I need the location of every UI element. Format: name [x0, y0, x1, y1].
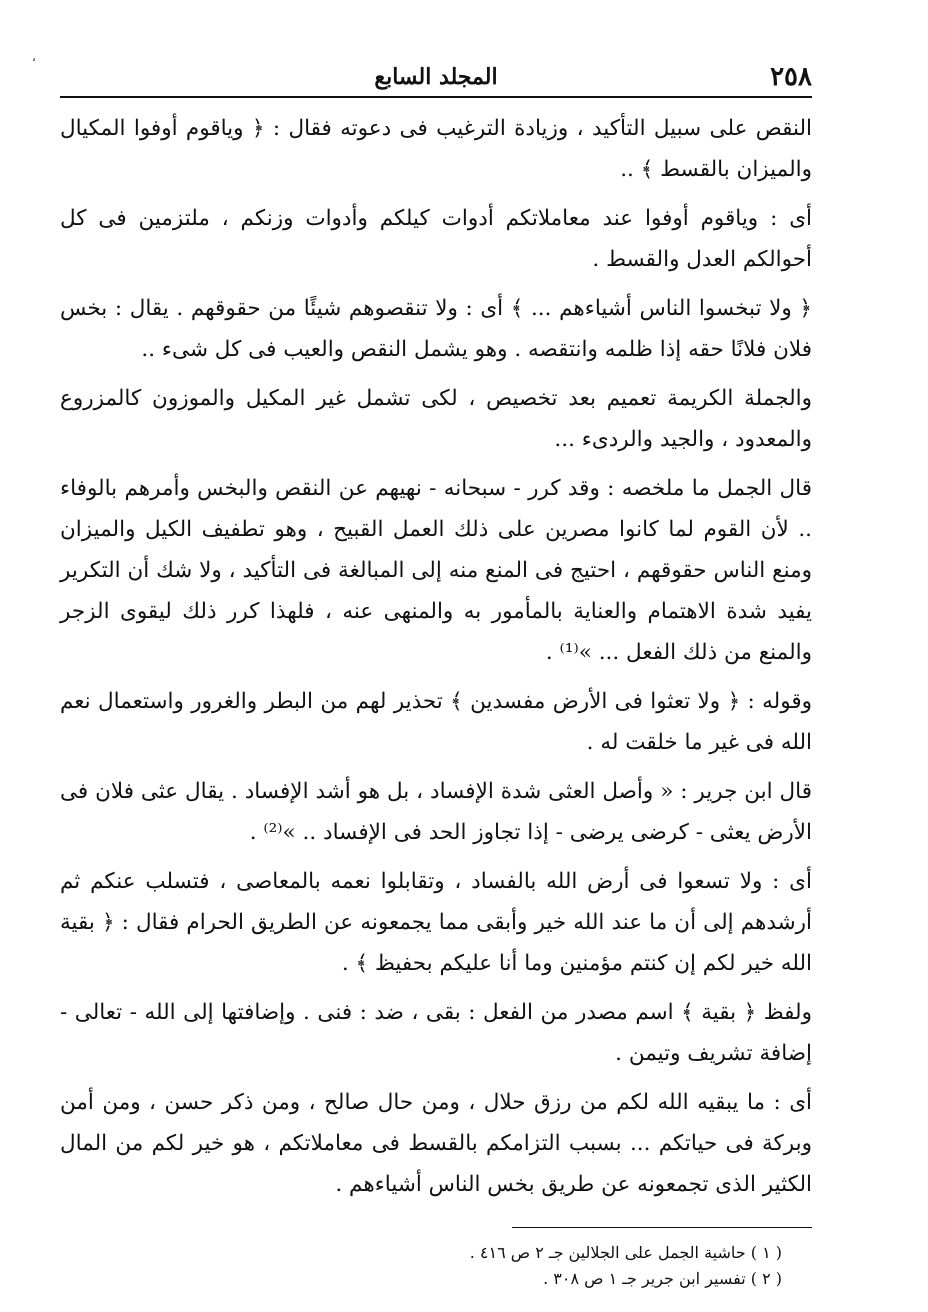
paragraph: ﴿ ولا تبخسوا الناس أشياءهم ... ﴾ أى : ولا تنقصوهم شيئًا من حقوقهم . يقال : بخس فلان فلانًا حقه إذا ظلمه وانتقصه . وهو يشمل النقص والعيب فى كل شىء .. [60, 296, 812, 362]
paragraph: قال ابن جرير : « وأصل العثى شدة الإفساد ، بل هو أشد الإفساد . يقال عثى فلان فى الأرض يعثى - كرضى يرضى - إذا تجاوز الحد فى الإفساد .. »⁽²⁾ . [60, 779, 812, 845]
margin-mark: ، [32, 50, 36, 64]
paragraph: قال الجمل ما ملخصه : وقد كرر - سبحانه - نهيهم عن النقص والبخس وأمرهم بالوفاء .. لأن القوم لما كانوا مصرين على ذلك العمل القبيح ، وهو تطفيف الكيل والميزان ومنع الناس حقوقهم ، احتيج فى المنع منه إلى المبالغة فى التأكيد ، ولا شك أن التكرير يفيد شدة الاهتمام والعناية بالمأمور به والمنهى عنه ، فلهذا كرر ذلك ليقوى الزجر والمنع من ذلك الفعل ... »⁽¹⁾ . [60, 476, 812, 665]
footnote-divider [512, 1227, 812, 1228]
page-header [60, 56, 812, 98]
paragraph: أى : ما يبقيه الله لكم من رزق حلال ، ومن حال صالح ، ومن ذكر حسن ، ومن أمن وبركة فى حياتكم ... بسبب التزامكم بالقسط فى معاملاتكم ، هو خير لكم من المال الكثير الذى تجمعونه عن طريق بخس الناس أشياءهم . [60, 1090, 812, 1197]
page-number: ٢٥٨ [770, 62, 812, 92]
footnotes [60, 1240, 812, 1292]
paragraph: النقص على سبيل التأكيد ، وزيادة الترغيب فى دعوته فقال : ﴿ وياقوم أوفوا المكيال والميزان بالقسط ﴾ .. [60, 116, 812, 182]
footnote: ( ٢ ) تفسير ابن جرير جـ ١ ص ٣٠٨ . [543, 1269, 782, 1288]
paragraph: أى : ولا تسعوا فى أرض الله بالفساد ، وتقابلوا نعمه بالمعاصى ، فتسلب عنكم ثم أرشدهم إلى أن ما عند الله خير وأبقى مما يجمعونه عن الطريق الحرام فقال : ﴿ بقية الله خير لكم إن كنتم مؤمنين وما أنا عليكم بحفيظ ﴾ . [60, 869, 812, 976]
paragraph: وقوله : ﴿ ولا تعثوا فى الأرض مفسدين ﴾ تحذير لهم من البطر والغرور واستعمال نعم الله فى غير ما خلقت له . [60, 689, 812, 755]
book-page [60, 56, 812, 1292]
running-title: المجلد السابع [374, 64, 498, 90]
paragraph: والجملة الكريمة تعميم بعد تخصيص ، لكى تشمل غير المكيل والموزون كالمزروع والمعدود ، والجيد والردىء ... [60, 386, 812, 452]
paragraph: ولفظ ﴿ بقية ﴾ اسم مصدر من الفعل : بقى ، ضد : فنى . وإضافتها إلى الله - تعالى - إضافة تشريف وتيمن . [60, 1000, 812, 1066]
paragraph: أى : وياقوم أوفوا عند معاملاتكم أدوات كيلكم وأدوات وزنكم ، ملتزمين فى كل أحوالكم العدل والقسط . [60, 206, 812, 272]
footnote: ( ١ ) حاشية الجمل على الجلالين جـ ٢ ص ٤١٦ . [469, 1243, 782, 1262]
page-body [60, 108, 812, 1205]
